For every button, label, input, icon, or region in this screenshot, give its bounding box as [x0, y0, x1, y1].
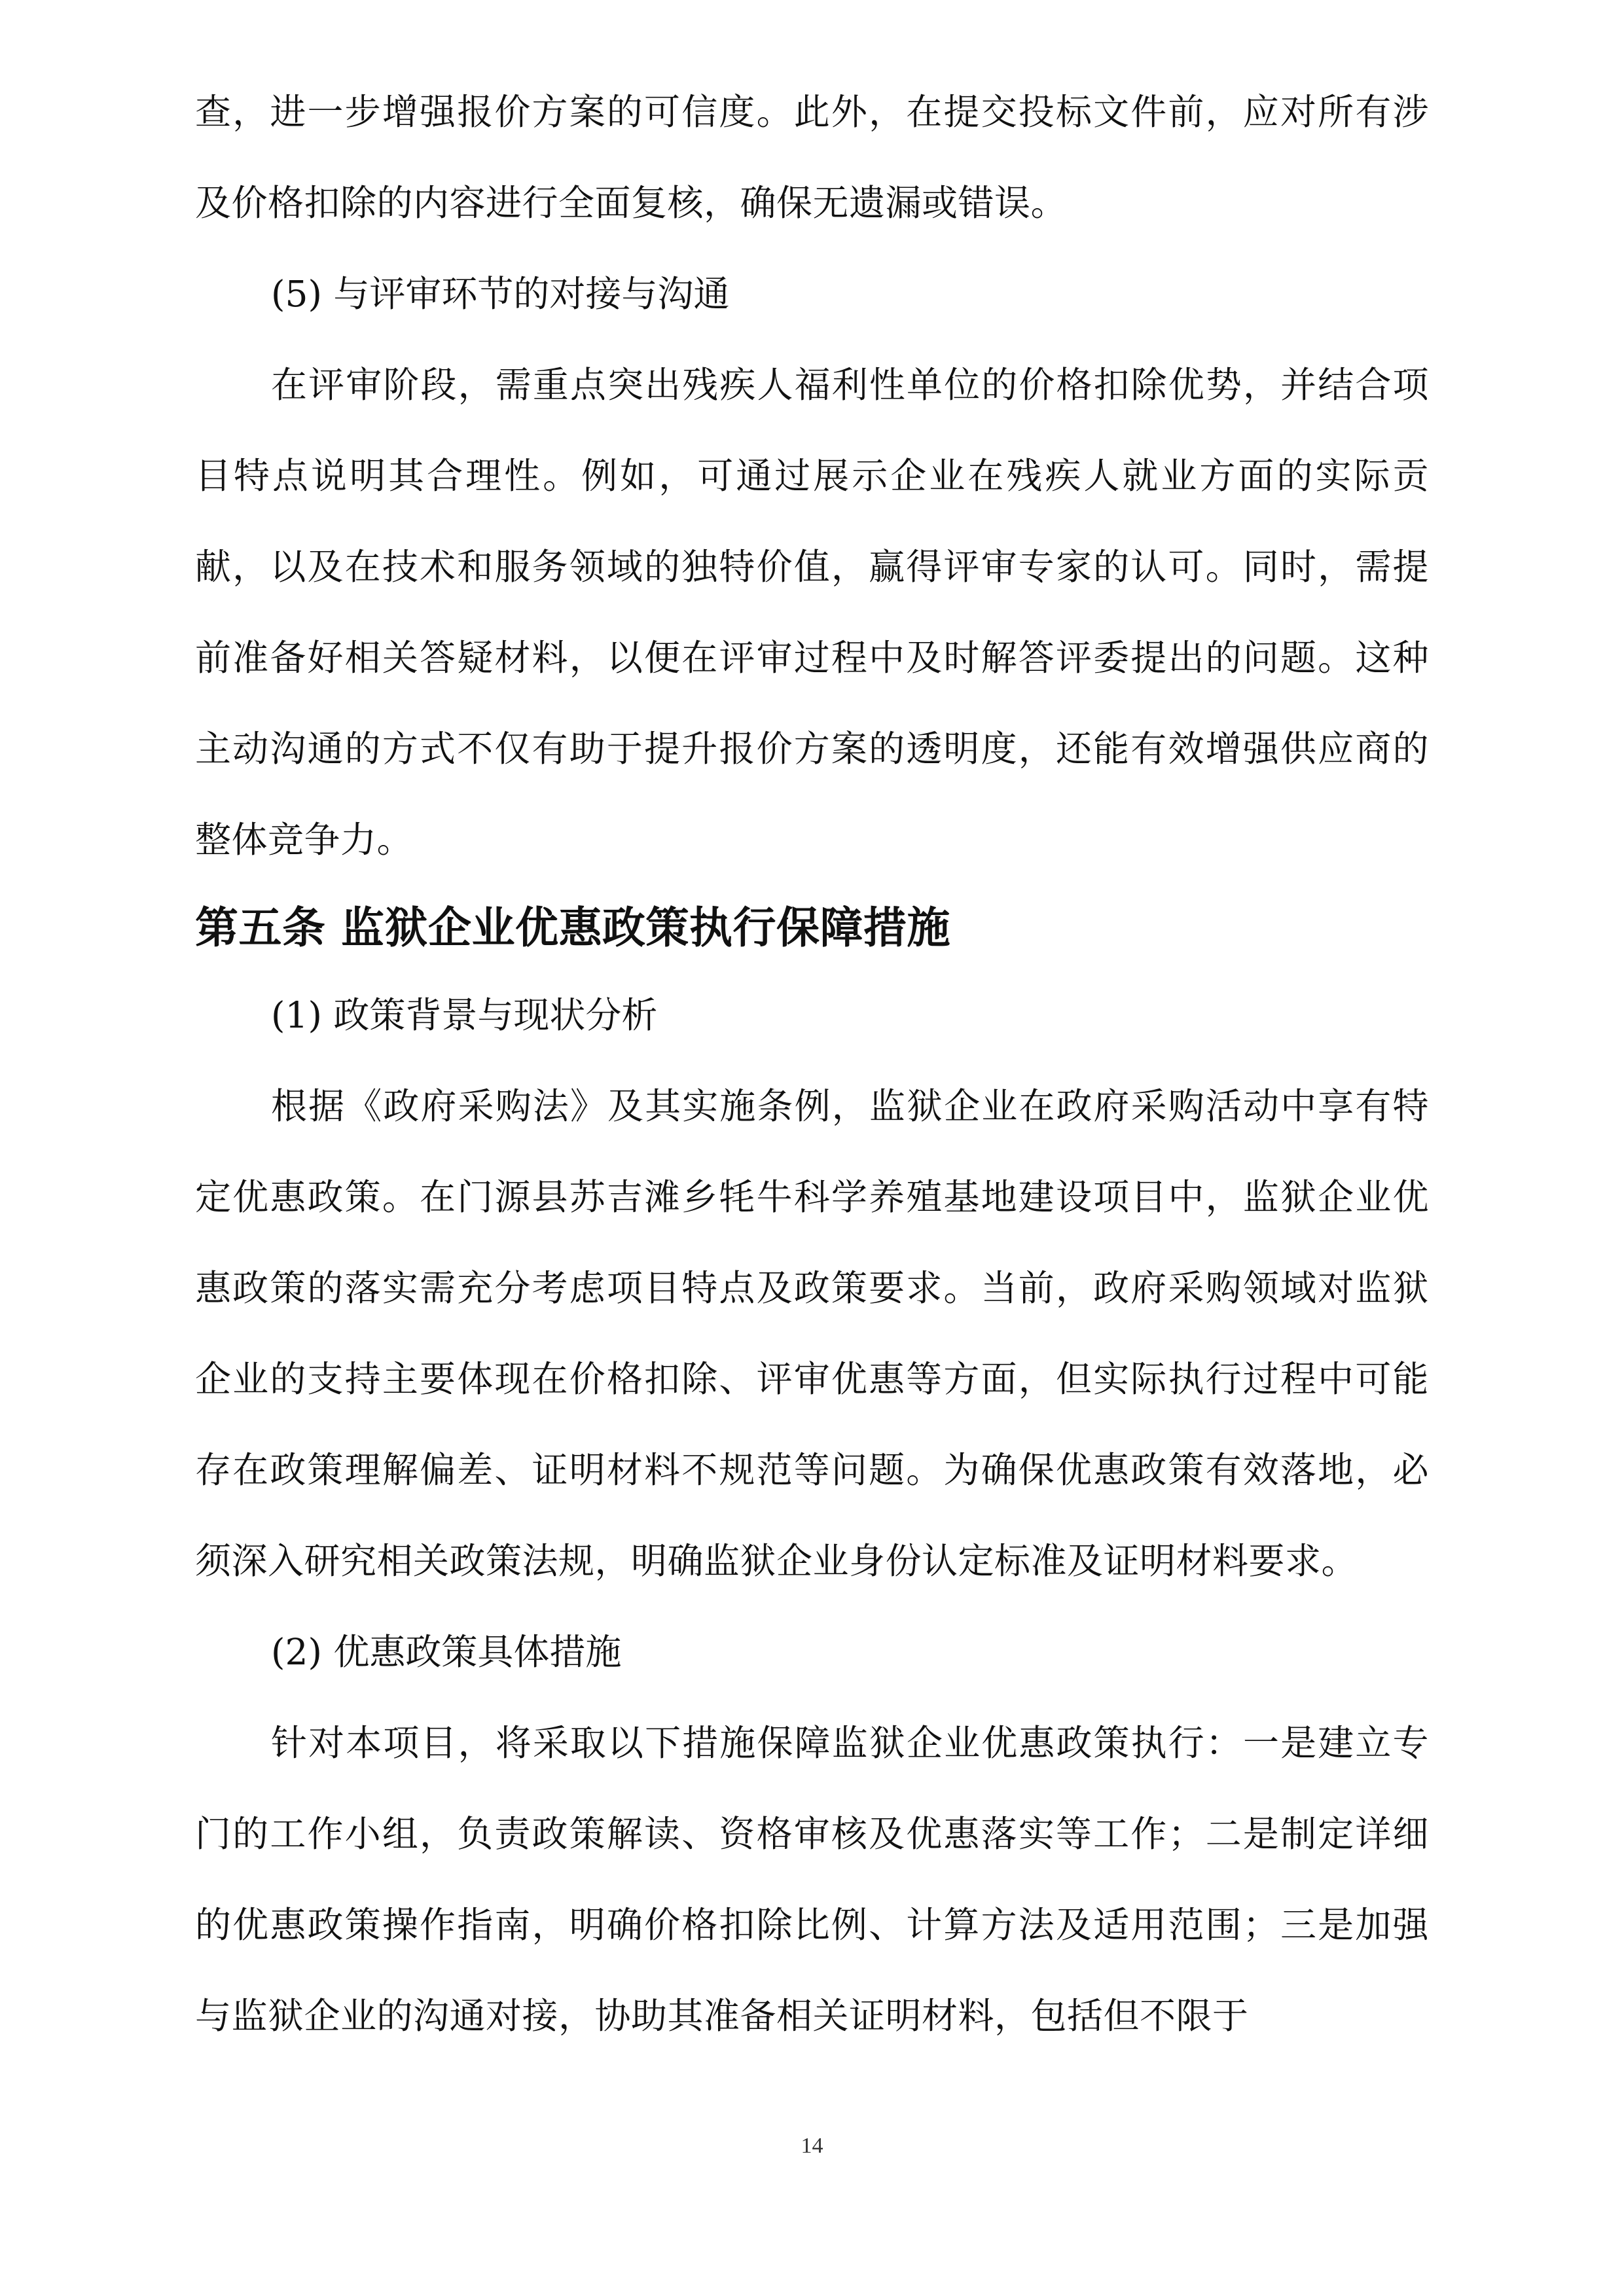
page-number: 14 — [801, 2134, 823, 2158]
section-heading-article-5: 第五条 监狱企业优惠政策执行保障措施 — [195, 903, 950, 953]
subheading-2-policy-measures: (2) 优惠政策具体措施 — [271, 1631, 622, 1673]
paragraph-continuation: 查，进一步增强报价方案的可信度。此外，在提交投标文件前，应对所有涉及价格扣除的内容进行全面复核，确保无遗漏或错误。 — [195, 91, 1429, 224]
document-body — [195, 67, 1429, 2062]
paragraph-policy-background: 根据《政府采购法》及其实施条例，监狱企业在政府采购活动中享有特定优惠政策。在门源县苏吉滩乡牦牛科学养殖基地建设项目中，监狱企业优惠政策的落实需充分考虑项目特点及政策要求。当前，政府采购领域对监狱企业的支持主要体现在价格扣除、评审优惠等方面，但实际执行过程中可能存在政策理解偏差、证明材料不规范等问题。为确保优惠政策有效落地，必须深入研究相关政策法规，明确监狱企业身份认定标准及证明材料要求。 — [195, 1085, 1429, 1582]
subheading-1-policy-background: (1) 政策背景与现状分析 — [271, 994, 658, 1036]
paragraph-policy-measures: 针对本项目，将采取以下措施保障监狱企业优惠政策执行：一是建立专门的工作小组，负责政策解读、资格审核及优惠落实等工作；二是制定详细的优惠政策操作指南，明确价格扣除比例、计算方法及适用范围；三是加强与监狱企业的沟通对接，协助其准备相关证明材料，包括但不限于 — [195, 1722, 1429, 2037]
subheading-5-review-communication: (5) 与评审环节的对接与沟通 — [271, 273, 730, 315]
paragraph-review-stage: 在评审阶段，需重点突出残疾人福利性单位的价格扣除优势，并结合项目特点说明其合理性。例如，可通过展示企业在残疾人就业方面的实际贡献，以及在技术和服务领域的独特价值，赢得评审专家的认可。同时，需提前准备好相关答疑材料，以便在评审过程中及时解答评委提出的问题。这种主动沟通的方式不仅有助于提升报价方案的透明度，还能有效增强供应商的整体竞争力。 — [195, 364, 1429, 861]
